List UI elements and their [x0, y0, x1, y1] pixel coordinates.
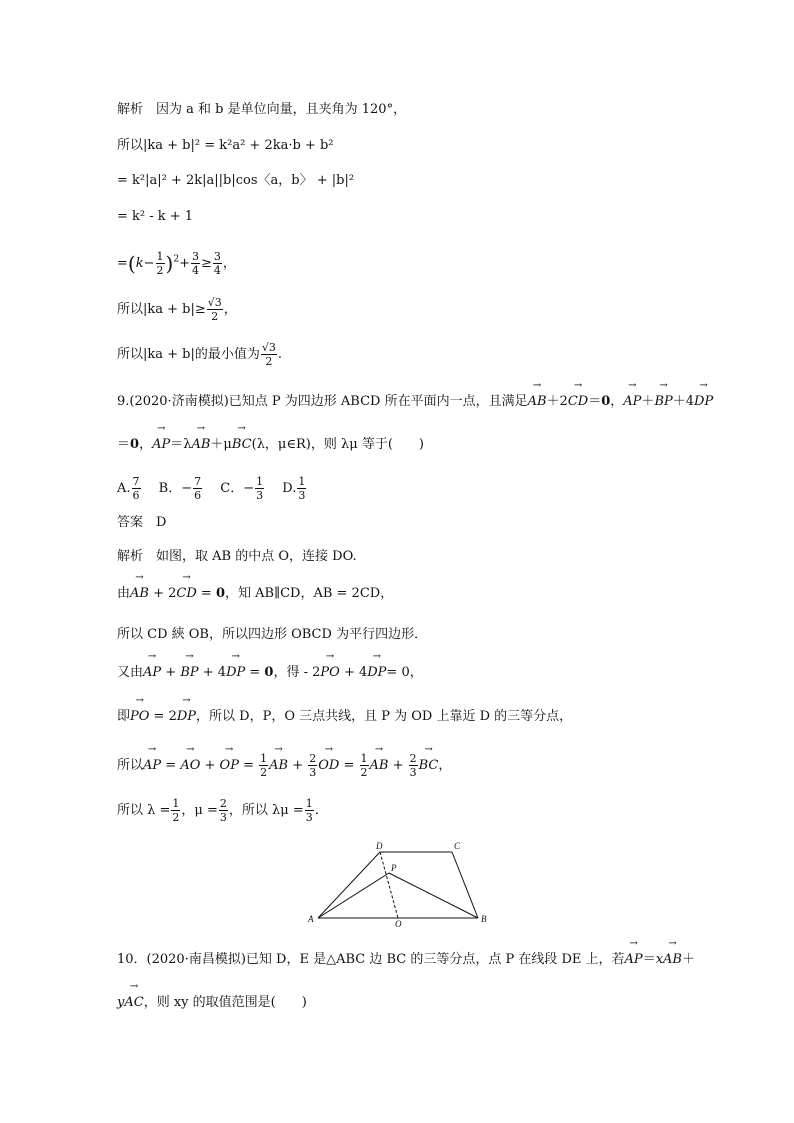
label-o: O — [395, 919, 402, 928]
q9-stem-line1: 9.(2020·济南模拟)已知点 P 为四边形 ABCD 所在平面内一点，且满足→ AB＋2→ CD＝0，→ AP＋→ BP＋4→ DP — [117, 393, 713, 411]
sol1-step1: 所以|ka + b|² = k²a² + 2ka·b + b² — [117, 138, 334, 153]
frac-sqrt3-2b: √ $\frac{3}{2}$ — [261, 341, 277, 368]
q10-stem-line2: y→ AC，则 xy 的取值范围是( ) — [117, 994, 307, 1012]
q9-step1: 由→ AB + 2→ CD = 0，知 AB∥CD，AB = 2CD， — [117, 585, 393, 603]
option-d: D. $\frac{1}{3}$ — [282, 475, 306, 502]
option-b: B．− $\frac{7}{6}$ — [158, 475, 202, 502]
q9-options — [117, 475, 307, 502]
edge-cb — [452, 852, 478, 918]
q9-step5: 所以→ AP = → AO + → OP = $\frac{1}{2}$ → AB + $\frac{2}{3}$ → OD = $\frac{1}{2}$ → AB + $\frac{2}{3}$ → BC， — [117, 752, 451, 779]
q9-analysis-intro: 解析 如图，取 AB 的中点 O，连接 DO. — [117, 549, 357, 564]
option-a: A. $\frac{7}{6}$ — [117, 475, 140, 502]
label-d: D — [376, 841, 383, 851]
q9-step6: 所以 λ = $\frac{1}{2}$ ，μ = $\frac{2}{3}$ ，所以 λμ = $\frac{1}{3}$ . — [117, 797, 319, 824]
sol1-step5: 所以|ka + b|≥ √ $\frac{3}{2}$ ， — [117, 296, 237, 323]
sol1-step2: = k²|a|² + 2k|a||b|cos〈a，b〉 + |b|² — [117, 173, 355, 188]
label-b: B — [481, 914, 487, 924]
sol1-intro — [117, 101, 406, 119]
q9-answer: 答案 D — [117, 515, 167, 530]
q10-stem-line1: 10．(2020·南昌模拟)已知 D，E 是△ABC 边 BC 的三等分点，点 P 在线段 DE 上，若→ AP＝x→ AB＋ — [117, 951, 695, 969]
frac-3-4b: $\frac{3}{4}$ — [213, 250, 221, 277]
segment-do-dashed — [380, 852, 398, 918]
sol1-intro-text: 因为 a 和 b 是单位向量，且夹角为 120°， — [156, 102, 407, 117]
trapezoid-figure — [300, 838, 500, 928]
q9-step2: 所以 CD 綊 OB，所以四边形 OBCD 为平行四边形． — [117, 627, 428, 642]
sol1-step6: 所以|ka + b|的最小值为 √ $\frac{3}{2}$ . — [117, 341, 282, 368]
label-c: C — [454, 841, 461, 851]
sol1-step4: =(k− $\frac{1}{2}$ )$^2$+ $\frac{3}{4}$ ≥ $\frac{3}{4}$ ， — [117, 250, 236, 277]
q9-stem-line2: ＝0，→ AP＝λ→ AB＋μ→ BC(λ，μ∈R)，则 λμ 等于( ) — [117, 436, 424, 454]
label-p: P — [391, 863, 397, 873]
q9-step3: 又由→ AP + → BP + 4→ DP = 0，得 - 2→ PO + 4→ DP= 0， — [117, 664, 423, 682]
frac-3-4: $\frac{3}{4}$ — [191, 250, 199, 277]
segment-pb — [389, 873, 478, 918]
frac-sqrt3-2: √ $\frac{3}{2}$ — [207, 296, 223, 323]
analysis-label: 解析 — [117, 102, 144, 117]
option-c: C．− $\frac{1}{3}$ — [220, 475, 264, 502]
frac-1-2: $\frac{1}{2}$ — [156, 250, 164, 277]
sol1-step3: = k² - k + 1 — [117, 209, 194, 224]
answer-value: D — [156, 515, 167, 530]
q9-step4: 即→ PO = 2→ DP，所以 D，P，O 三点共线，且 P 为 OD 上靠近 D 的三等分点， — [117, 708, 572, 726]
label-a: A — [308, 914, 314, 924]
